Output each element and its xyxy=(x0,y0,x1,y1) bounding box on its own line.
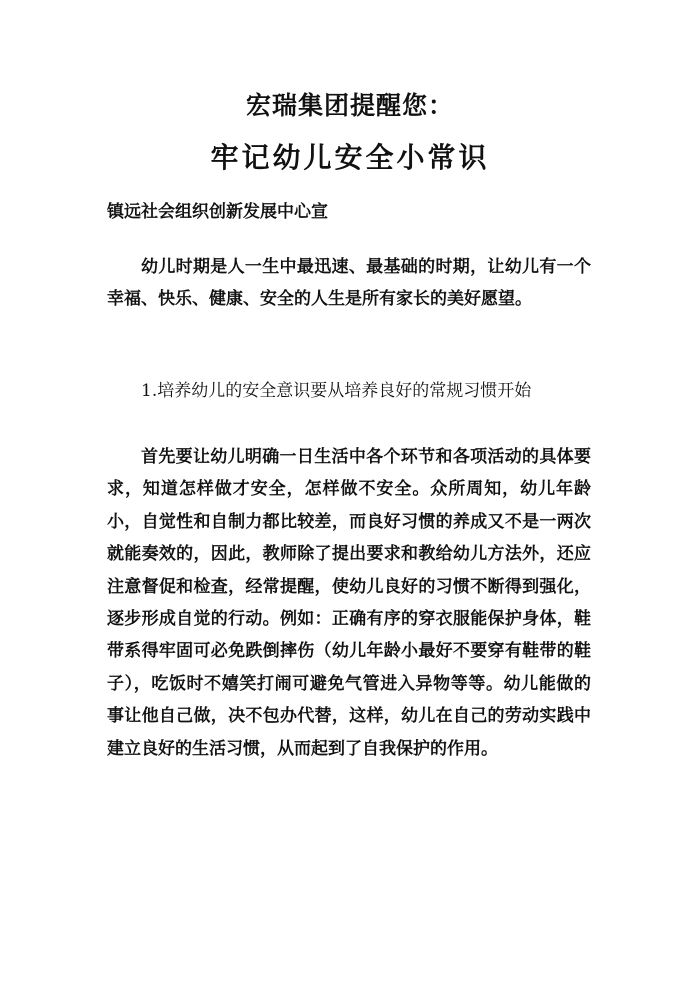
section-heading: 1.培养幼儿的安全意识要从培养良好的常规习惯开始 xyxy=(141,381,532,401)
document-title-line2: 牢记幼儿安全小常识 xyxy=(210,141,490,174)
section-body-paragraph: 首先要让幼儿明确一日生活中各个环节和各项活动的具体要求，知道怎样做才安全，怎样做不安全。众所周知，幼儿年龄小，自觉性和自制力都比较差，而良好习惯的养成又不是一两次就能奏效的，因此，教师除了提出要求和教给幼儿方法外，还应注意督促和检查，经常提醒，使幼儿良好的习惯不断得到强化，逐步形成自觉的行动。例如：正确有序的穿衣服能保护身体，鞋带系得牢固可必免跌倒摔伤（幼儿年龄小最好不要穿有鞋带的鞋子），吃饭时不嬉笑打闹可避免气管进入异物等等。幼儿能做的事让他自己做，决不包办代替，这样，幼儿在自己的劳动实践中建立良好的生活习惯，从而起到了自我保护的作用。 xyxy=(107,447,591,759)
intro-paragraph: 幼儿时期是人一生中最迅速、最基础的时期，让幼儿有一个幸福、快乐、健康、安全的人生是所有家长的美好愿望。 xyxy=(107,257,591,310)
document-title-line1: 宏瑞集团提醒您： xyxy=(245,91,454,120)
organization-line: 镇远社会组织创新发展中心宣 xyxy=(107,202,328,222)
